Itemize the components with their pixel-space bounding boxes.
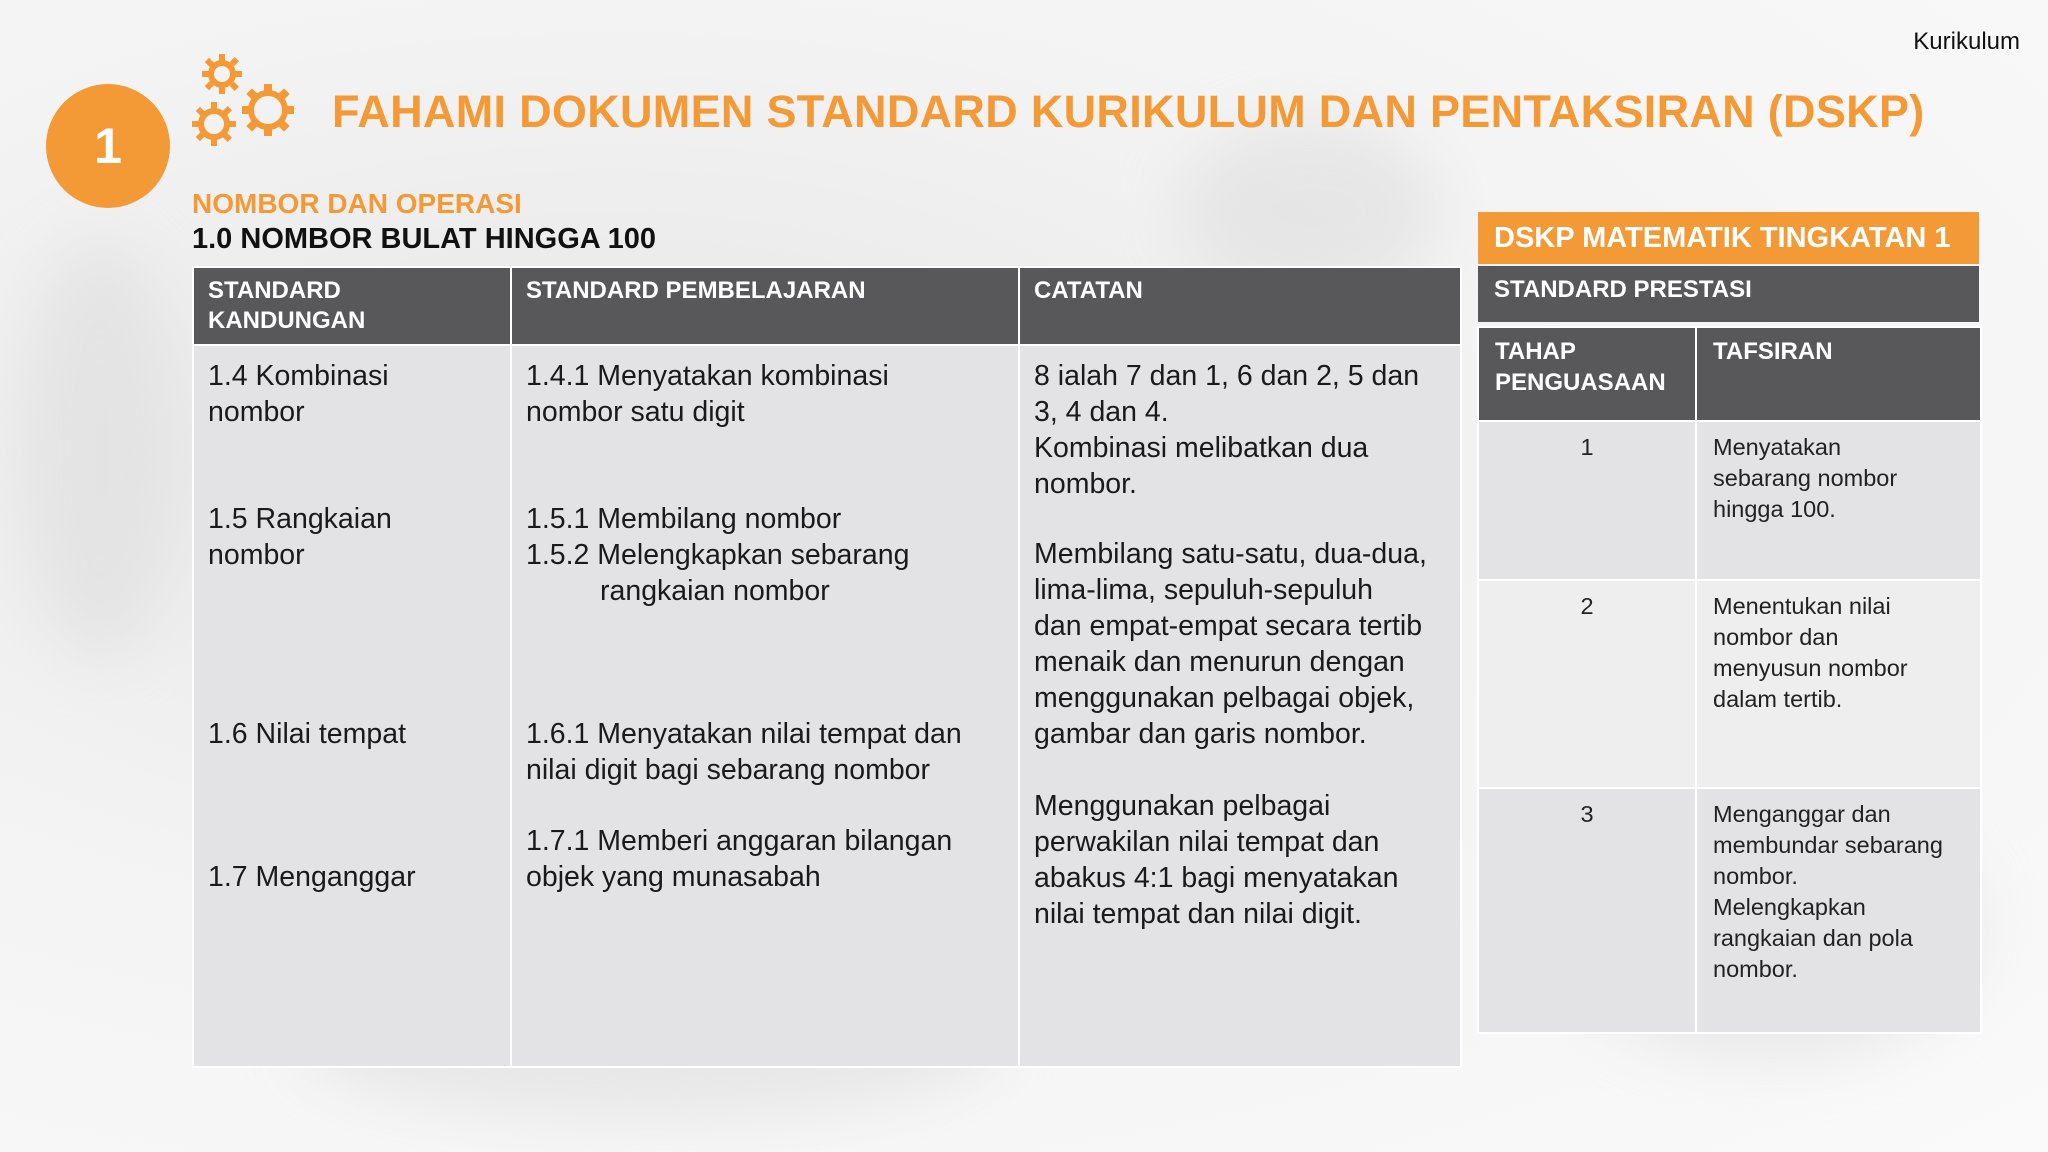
text-line: nilai digit bagi sebarang nombor: [526, 754, 931, 786]
column-header-standard-kandungan: STANDARD KANDUNGAN: [193, 267, 511, 345]
column-header-tafsiran: TAFSIRAN: [1696, 327, 1981, 421]
background-blur-shape: [20, 240, 180, 660]
side-panel-title: DSKP MATEMATIK TINGKATAN 1: [1478, 212, 1979, 264]
text-line: 1.5.2 Melengkapkan sebarang: [526, 539, 910, 571]
topic-heading: NOMBOR DAN OPERASI: [192, 188, 522, 219]
text-line: menaik dan menurun dengan: [1034, 646, 1405, 678]
text-line: hingga 100.: [1713, 496, 1836, 522]
text-line: 8 ialah 7 dan 1, 6 dan 2, 5 dan: [1034, 360, 1420, 392]
standard-prestasi-table: [1477, 326, 1982, 1034]
text-line: nombor.: [1034, 468, 1137, 500]
text-line: menyusun nombor: [1713, 655, 1908, 681]
pembelajaran-item: [526, 501, 1008, 609]
text-line: 1.6.1 Menyatakan nilai tempat dan: [526, 718, 962, 750]
text-line: 1.5.1 Membilang nombor: [526, 503, 842, 535]
side-panel-heading: STANDARD PRESTASI: [1478, 266, 1979, 322]
text-line: nombor.: [1713, 956, 1798, 982]
text-line: nombor: [208, 396, 305, 428]
level-cell: 2: [1478, 580, 1696, 788]
text-line: membundar sebarang: [1713, 832, 1943, 858]
catatan-cell: [1019, 345, 1461, 1067]
text-line: Menggunakan pelbagai: [1034, 790, 1331, 822]
gears-icon: [186, 52, 298, 152]
column-header-standard-pembelajaran: STANDARD PEMBELAJARAN: [511, 267, 1019, 345]
text-line: 1.5 Rangkaian: [208, 503, 392, 535]
kandungan-cell: [193, 345, 511, 1067]
text-line: 1.4 Kombinasi: [208, 360, 389, 392]
text-line: Melengkapkan: [1713, 894, 1866, 920]
table-row: [1478, 788, 1981, 1033]
tafsiran-cell: [1696, 788, 1981, 1033]
tafsiran-cell: [1696, 421, 1981, 580]
pembelajaran-item: [526, 716, 1008, 788]
page-title: FAHAMI DOKUMEN STANDARD KURIKULUM DAN PENTAKSIRAN (DSKP): [332, 86, 1925, 137]
catatan-item: [1034, 536, 1450, 752]
level-cell: 1: [1478, 421, 1696, 580]
text-line: lima-lima, sepuluh-sepuluh: [1034, 574, 1373, 606]
text-line: perwakilan nilai tempat dan: [1034, 826, 1380, 858]
table-row: [1478, 421, 1981, 580]
section-label: Kurikulum: [1913, 28, 2020, 55]
text-line: nombor.: [1713, 863, 1798, 889]
text-line: nombor satu digit: [526, 396, 745, 428]
text-line: 1.4.1 Menyatakan kombinasi: [526, 360, 889, 392]
text-line: Menyatakan: [1713, 434, 1842, 460]
pembelajaran-item: [526, 358, 1008, 430]
kandungan-item: [208, 716, 500, 752]
kandungan-item: [208, 501, 500, 573]
pembelajaran-cell: [511, 345, 1019, 1067]
step-number-badge: 1: [46, 84, 170, 208]
text-line: abakus 4:1 bagi menyatakan: [1034, 862, 1399, 894]
catatan-item: [1034, 358, 1450, 502]
text-line: menggunakan pelbagai objek,: [1034, 682, 1415, 714]
text-line: sebarang nombor: [1713, 465, 1898, 491]
text-line: objek yang munasabah: [526, 861, 821, 893]
text-line: Kombinasi melibatkan dua: [1034, 432, 1369, 464]
text-line: dan empat-empat secara tertib: [1034, 610, 1423, 642]
text-line: nombor: [208, 539, 305, 571]
text-line: 3, 4 dan 4.: [1034, 396, 1169, 428]
level-cell: 3: [1478, 788, 1696, 1033]
text-line: 1.7.1 Memberi anggaran bilangan: [526, 825, 953, 857]
text-line: 1.6 Nilai tempat: [208, 718, 407, 750]
kandungan-item: [208, 859, 500, 895]
text-line: Menganggar dan: [1713, 801, 1891, 827]
subtopic-heading: 1.0 NOMBOR BULAT HINGGA 100: [192, 223, 657, 255]
curriculum-table: [192, 266, 1462, 1068]
text-line: rangkaian dan pola: [1713, 925, 1913, 951]
pembelajaran-item: [526, 823, 1008, 895]
text-line: 1.7 Menganggar: [208, 861, 416, 893]
catatan-item: [1034, 788, 1450, 932]
kandungan-item: [208, 358, 500, 430]
text-line: nilai tempat dan nilai digit.: [1034, 898, 1362, 930]
text-line: nombor dan: [1713, 624, 1839, 650]
text-line: gambar dan garis nombor.: [1034, 718, 1367, 750]
column-header-catatan: CATATAN: [1019, 267, 1461, 345]
text-line: Membilang satu-satu, dua-dua,: [1034, 538, 1427, 570]
text-line: dalam tertib.: [1713, 686, 1843, 712]
table-row: [1478, 580, 1981, 788]
tafsiran-cell: [1696, 580, 1981, 788]
text-line: rangkaian nombor: [600, 575, 830, 607]
column-header-tahap-penguasaan: TAHAP PENGUASAAN: [1478, 327, 1696, 421]
text-line: Menentukan nilai: [1713, 593, 1891, 619]
